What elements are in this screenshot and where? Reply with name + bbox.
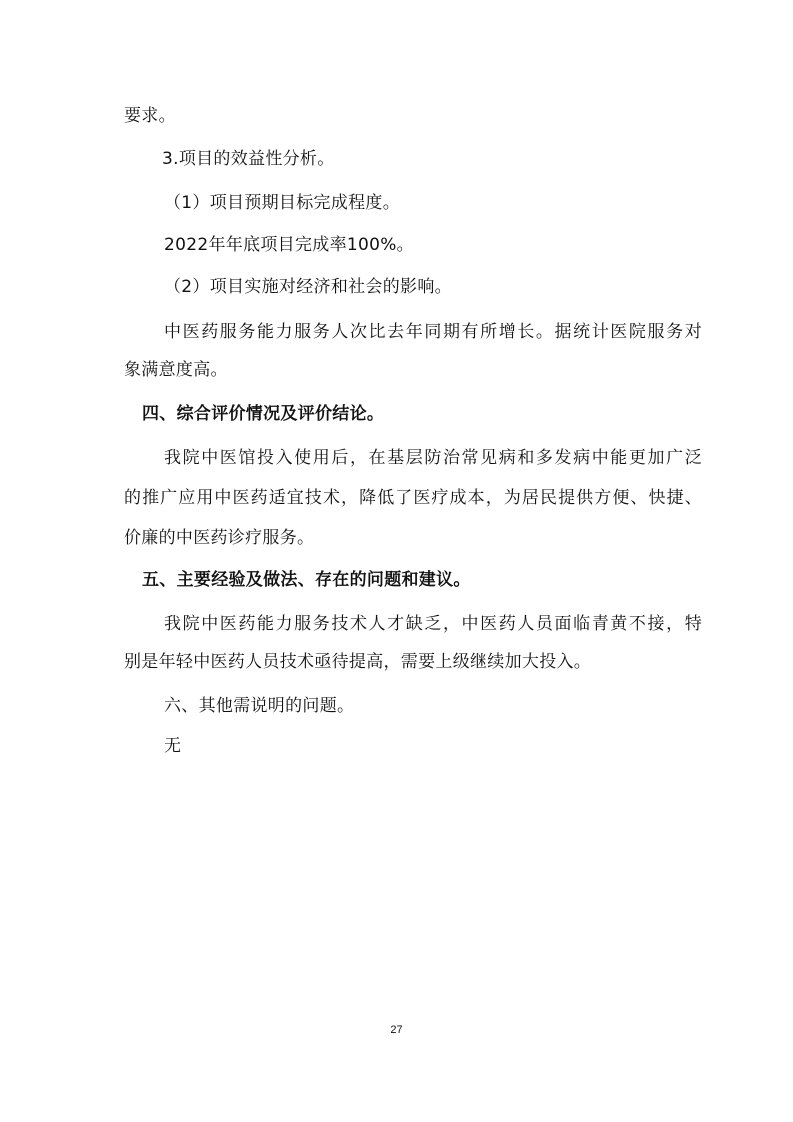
section-heading: 六、其他需说明的问题。	[164, 696, 355, 716]
page-number: 27	[390, 1024, 403, 1036]
paragraph-line: 我院中医药能力服务技术人才缺乏，中医药人员面临青黄不接，特	[164, 614, 702, 634]
paragraph-line: 别是年轻中医药人员技术亟待提高，需要上级继续加大投入。	[124, 652, 592, 672]
section-subheading: 3.项目的效益性分析。	[162, 149, 335, 169]
list-item-heading: （2）项目实施对经济和社会的影响。	[164, 277, 452, 297]
paragraph-line: 价廉的中医药诊疗服务。	[124, 528, 315, 548]
text-line: 2022年年底项目完成率100%。	[164, 235, 414, 255]
paragraph-line: 我院中医馆投入使用后，在基层防治常见病和多发病中能更加广泛	[164, 448, 702, 468]
paragraph-line: 象满意度高。	[124, 360, 228, 380]
section-heading: 五、主要经验及做法、存在的问题和建议。	[142, 570, 471, 590]
section-heading: 四、综合评价情况及评价结论。	[142, 404, 385, 424]
paragraph-line: 的推广应用中医药适宜技术，降低了医疗成本，为居民提供方便、快捷、	[124, 488, 702, 508]
list-item-heading: （1）项目预期目标完成程度。	[164, 193, 401, 213]
text-line: 无	[164, 736, 182, 756]
text-line: 要求。	[124, 106, 176, 126]
paragraph-line: 中医药服务能力服务人次比去年同期有所增长。据统计医院服务对	[164, 322, 702, 342]
